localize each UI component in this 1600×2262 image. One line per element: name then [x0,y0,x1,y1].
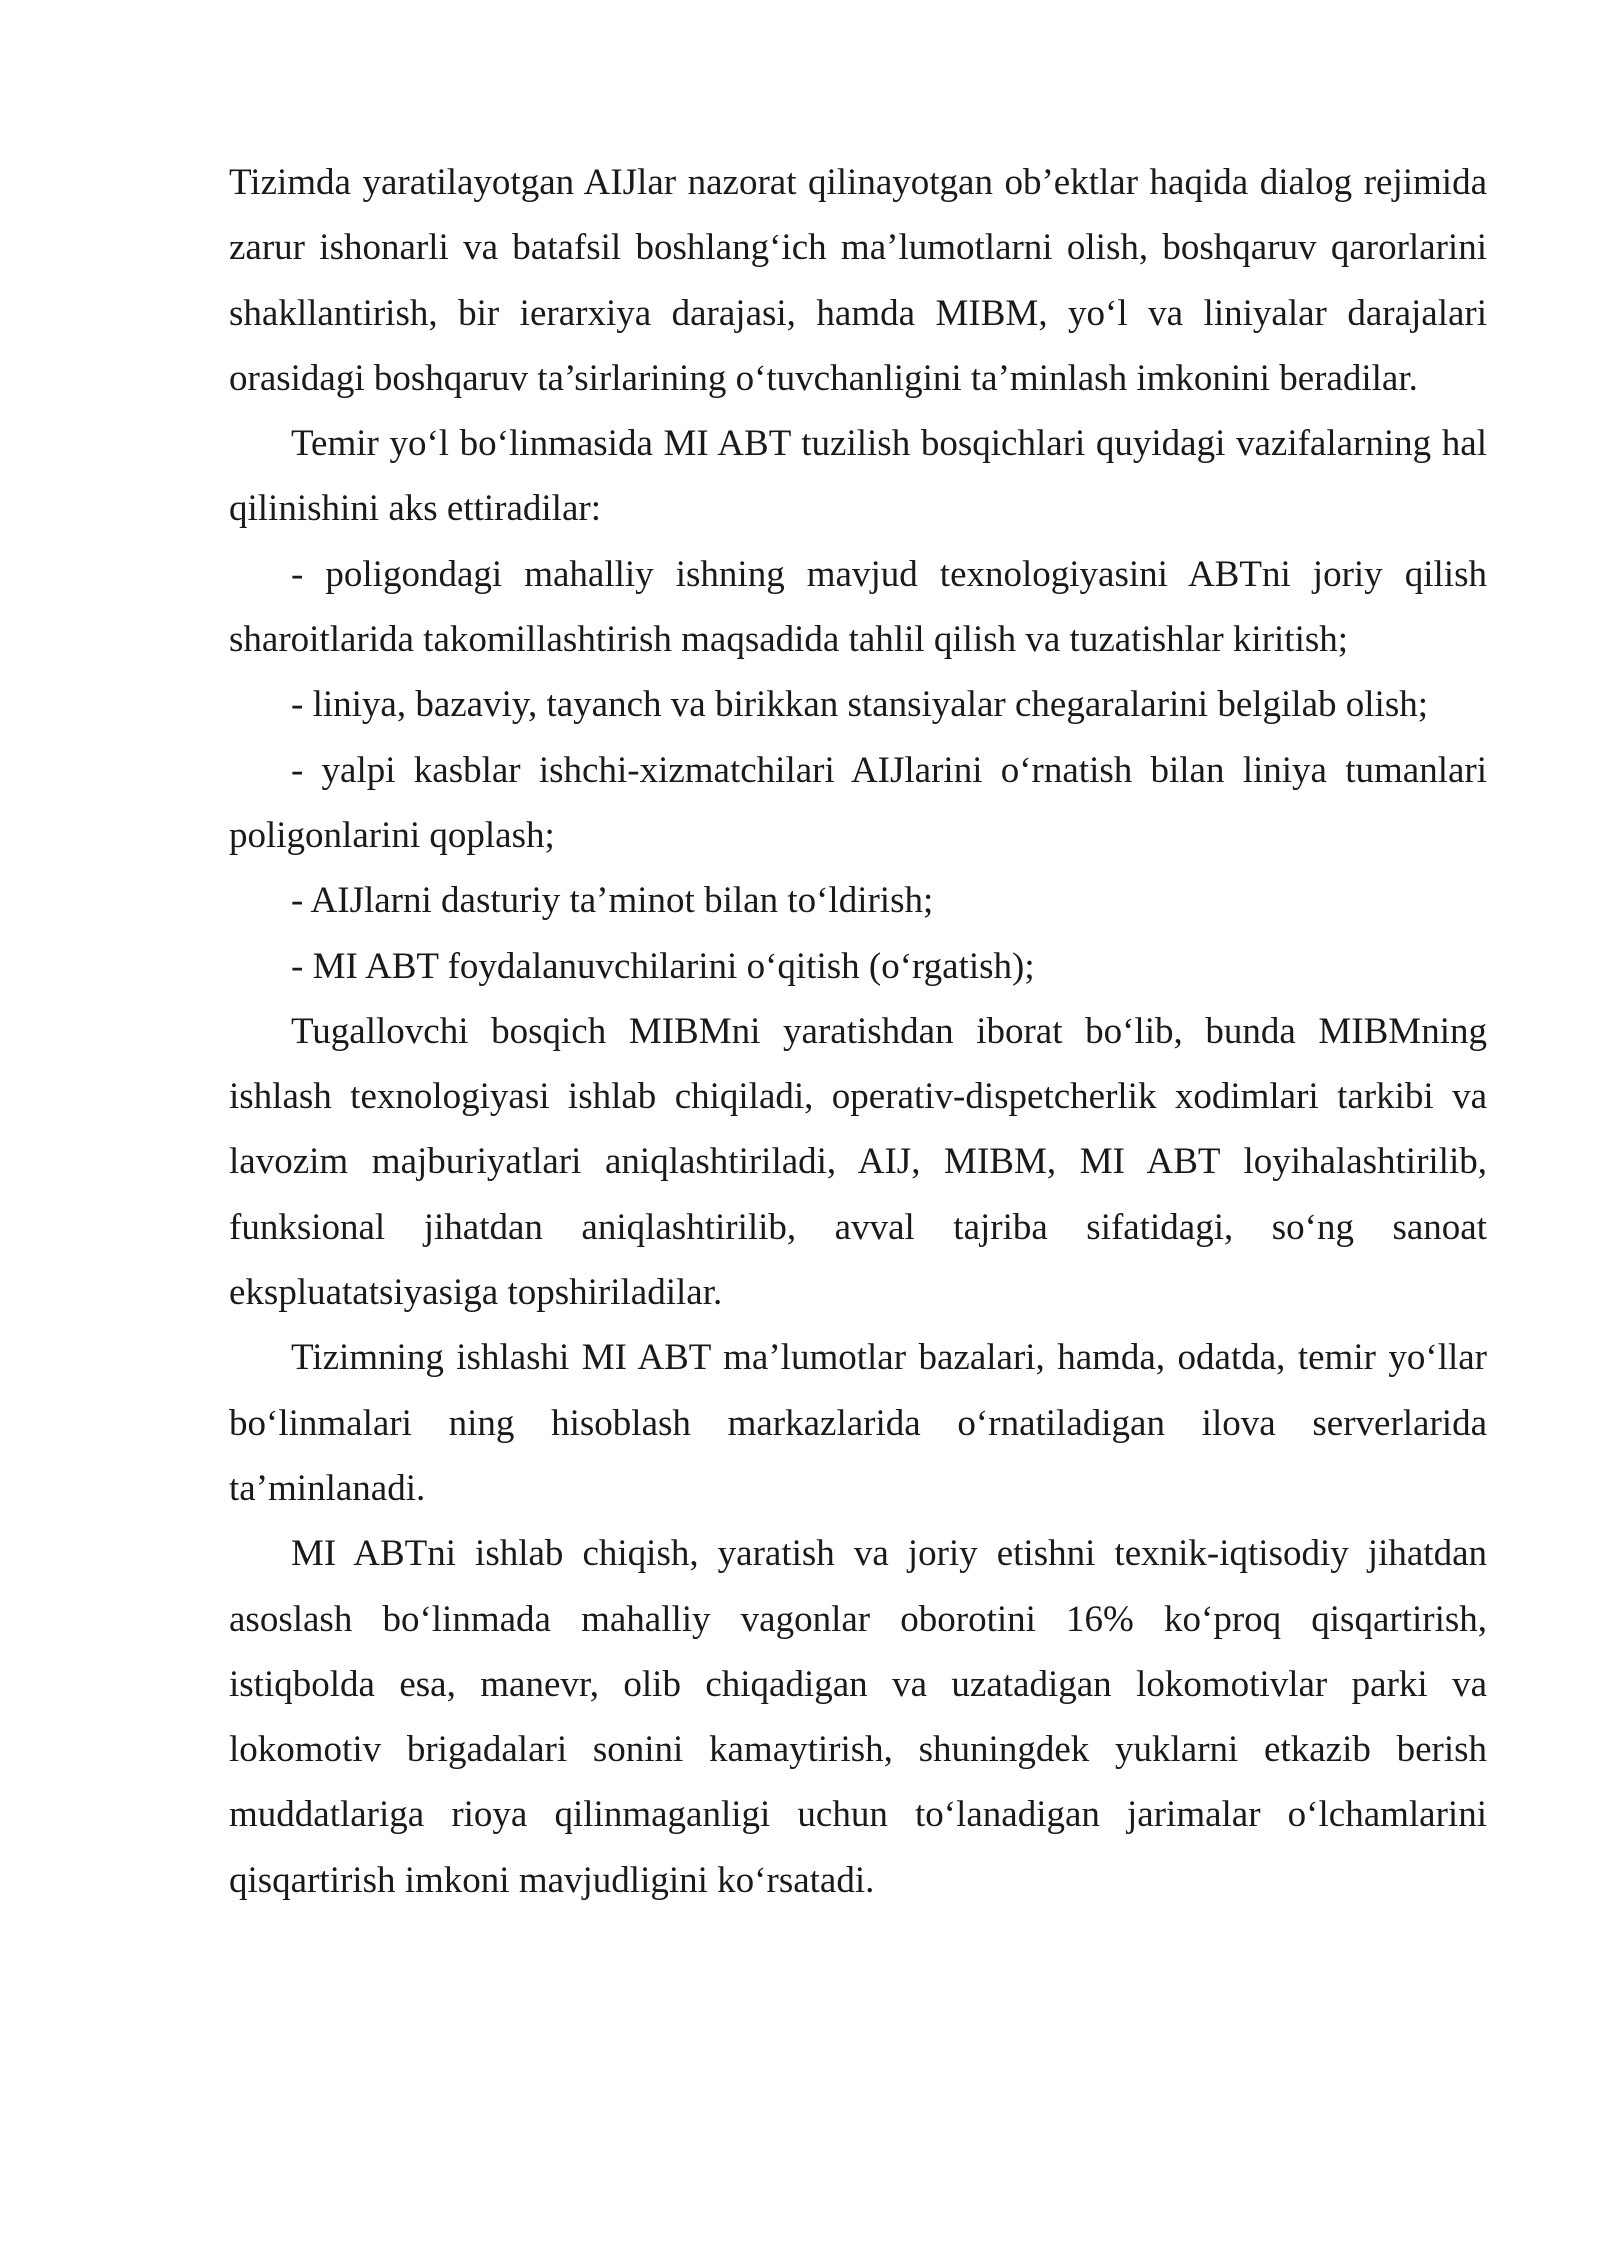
paragraph-stages: Temir yo‘l bo‘linmasida MI ABT tuzilish bosqichlari quyidagi vazifalarning hal qilinishini aks ettiradilar: [229,423,1487,530]
list-item-analysis: - poligondagi mahalliy ishning mavjud texnologiyasini ABTni joriy qilish sharoitlarida takomillashtirish maqsadida tahlil qilish va tuzatishlar kiritish; [229,553,1487,661]
list-item-training: - MI ABT foydalanuvchilarini o‘qitish (o‘rgatish); [291,945,1035,987]
paragraph-final-stage: Tugallovchi bosqich MIBMni yaratishdan iborat bo‘lib, bunda MIBMning ishlash texnologiyasi ishlab chiqiladi, operativ-dispetcherlik xodimlari tarkibi va lavozim majburiyatlari aniqlashtiriladi, AIJ, MIBM, MI ABT loyihalashtirilib, funksional jihatdan aniqlashtirilib, avval tajriba sifatidagi, so‘ng sanoat ekspluatatsiyasiga topshiriladilar. [229,1010,1487,1314]
list-item-workstations: - yalpi kasblar ishchi-xizmatchilari AIJlarini o‘rnatish bilan liniya tumanlari poligonlarini qoplash; [229,749,1487,856]
paragraph-intro: Tizimda yaratilayotgan AIJlar nazorat qilinayotgan ob’ektlar haqida dialog rejimida zarur ishonarli va batafsil boshlang‘ich ma’lumotlarni olish, boshqaruv qarorlarini shakllantirish, bir ierarxiya darajasi, hamda MIBM, yo‘l va liniyalar darajalari orasidagi boshqaruv ta’sirlarining o‘tuvchanligini ta’minlash imkonini beradilar. [229,162,1487,399]
paragraph-economic-justification: MI ABTni ishlab chiqish, yaratish va joriy etishni texnik-iqtisodiy jihatdan asoslash bo‘linmada mahalliy vagonlar oborotini 16% ko‘proq qisqartirish, istiqbolda esa, manevr, olib chiqadigan va uzatadigan lokomotivlar parki va lokomotiv brigadalari sonini kamaytirish, shuningdek yuklarni etkazib berish muddatlariga rioya qilinmaganligi uchun to‘lanadigan jarimalar o‘lchamlarini qisqartirish imkoni mavjudligini ko‘rsatadi. [229,1533,1487,1901]
list-item-stations: - liniya, bazaviy, tayanch va birikkan stansiyalar chegaralarini belgilab olish; [291,684,1428,726]
document-body [229,150,1487,1913]
list-item-software: - AIJlarni dasturiy ta’minot bilan to‘ldirish; [291,880,934,922]
paragraph-system-operation: Tizimning ishlashi MI ABT ma’lumotlar bazalari, hamda, odatda, temir yo‘llar bo‘linmalari ning hisoblash markazlarida o‘rnatiladigan ilova serverlarida ta’minlanadi. [229,1337,1487,1509]
